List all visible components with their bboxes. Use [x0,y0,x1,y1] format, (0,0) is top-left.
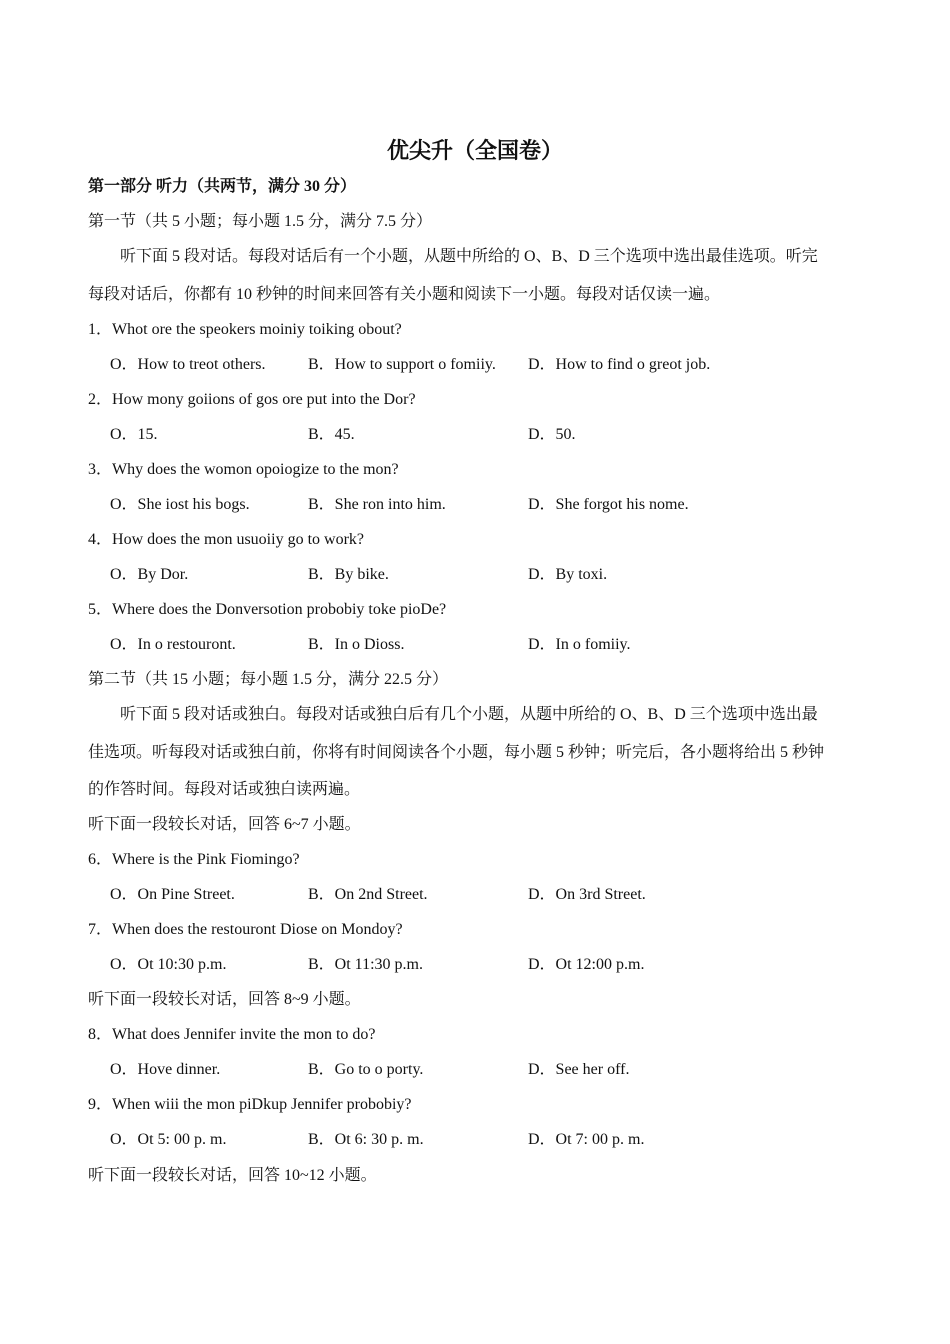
q2-option-b: B．45. [308,426,355,443]
section1-instructions-line2: 每段对话后，你都有 10 秒钟的时间来回答有关小题和阅读下一小题。每段对话仅读一遍。 [88,286,721,303]
q5-option-b: B．In o Dioss. [308,636,405,653]
section2-instructions-line2: 佳选项。听每段对话或独白前，你将有时间阅读各个小题，每小题 5 秒钟；听完后，各小题将给出 5 秒钟 [88,744,825,761]
question-8 [88,1025,376,1045]
q3-option-a: O．She iost his bogs. [110,496,250,513]
q6-option-b: B．On 2nd Street. [308,886,428,903]
section2-heading: 第二节（共 15 小题；每小题 1.5 分，满分 22.5 分） [88,671,449,688]
q7-option-a: O．Ot 10:30 p.m. [110,956,227,973]
q1-option-a: O．How to treot others. [110,356,266,373]
section2-instructions-line3: 的作答时间。每段对话或独白读两遍。 [88,781,361,798]
page-title: 优尖升（全国卷） [386,139,563,164]
dialogue-note-8-9: 听下面一段较长对话，回答 8~9 小题。 [88,991,361,1008]
question-text: Where does the Donversotion probobiy toke pioDe? [112,601,447,618]
section2-instructions-line1: 听下面 5 段对话或独白。每段对话或独白后有几个小题，从题中所给的 O、B、D 三个选项中选出最 [120,706,818,723]
section1-heading: 第一节（共 5 小题；每小题 1.5 分，满分 7.5 分） [88,213,433,230]
q7-option-b: B．Ot 11:30 p.m. [308,956,423,973]
q9-option-b: B．Ot 6: 30 p. m. [308,1131,424,1148]
q4-option-a: O．By Dor. [110,566,189,583]
question-5 [88,600,446,620]
q5-option-d: D．In o fomiiy. [528,636,631,653]
question-7 [88,920,403,940]
question-text: What does Jennifer invite the mon to do? [112,1026,376,1043]
question-number: 7． [88,921,113,938]
q2-option-a: O．15. [110,426,158,443]
question-text: Why does the womon opoiogize to the mon? [112,461,399,478]
q9-option-a: O．Ot 5: 00 p. m. [110,1131,227,1148]
q3-option-b: B．She ron into him. [308,496,446,513]
question-6 [88,850,300,870]
question-3 [88,460,399,480]
q1-option-b: B．How to support o fomiiy. [308,356,496,373]
question-number: 3． [88,461,113,478]
q6-option-a: O．On Pine Street. [110,886,235,903]
q4-option-b: B．By bike. [308,566,389,583]
q4-option-d: D．By toxi. [528,566,608,583]
question-number: 5． [88,601,113,618]
question-1 [88,320,402,340]
q2-option-d: D．50. [528,426,576,443]
q5-option-a: O．In o restouront. [110,636,236,653]
q7-option-d: D．Ot 12:00 p.m. [528,956,645,973]
question-number: 1． [88,321,113,338]
q8-option-b: B．Go to o porty. [308,1061,424,1078]
q9-option-d: D．Ot 7: 00 p. m. [528,1131,645,1148]
question-number: 8． [88,1026,113,1043]
q8-option-d: D．See her off. [528,1061,630,1078]
q6-option-d: D．On 3rd Street. [528,886,646,903]
part-heading: 第一部分 听力（共两节，满分 30 分） [88,178,357,195]
question-text: Where is the Pink Fiomingo? [112,851,300,868]
question-text: When does the restouront Diose on Mondoy? [112,921,403,938]
question-2 [88,390,416,410]
question-text: Whot ore the speokers moiniy toiking obout? [112,321,402,338]
question-text: When wiii the mon piDkup Jennifer probobiy? [112,1096,412,1113]
q1-option-d: D．How to find o greot job. [528,356,711,373]
question-4 [88,530,364,550]
dialogue-note-10-12: 听下面一段较长对话，回答 10~12 小题。 [88,1167,377,1184]
section1-instructions-line1: 听下面 5 段对话。每段对话后有一个小题，从题中所给的 O、B、D 三个选项中选出最佳选项。听完 [120,248,818,265]
question-9 [88,1095,412,1115]
question-text: How mony goiions of gos ore put into the Dor? [112,391,416,408]
q8-option-a: O．Hove dinner. [110,1061,221,1078]
question-number: 4． [88,531,113,548]
q3-option-d: D．She forgot his nome. [528,496,689,513]
dialogue-note-6-7: 听下面一段较长对话，回答 6~7 小题。 [88,816,361,833]
question-number: 9． [88,1096,113,1113]
question-number: 6． [88,851,113,868]
question-text: How does the mon usuoiiy go to work? [112,531,364,548]
question-number: 2． [88,391,113,408]
